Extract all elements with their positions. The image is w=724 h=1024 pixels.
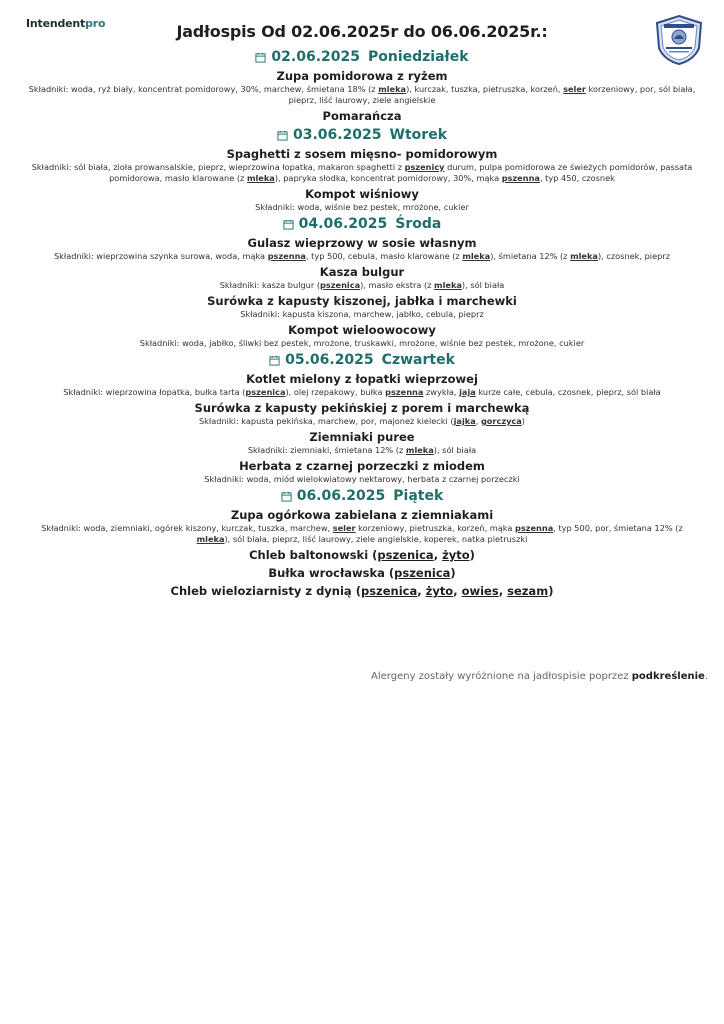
text-segment: , xyxy=(475,416,481,426)
day-date: 04.06.2025 xyxy=(298,216,388,232)
allergen-highlight: mleka xyxy=(196,534,225,544)
text-segment: Ziemniaki puree xyxy=(309,430,415,444)
dish-item xyxy=(0,109,724,124)
text-segment: Pomarańcza xyxy=(322,109,402,123)
text-segment: kurze całe, cebula, czosnek, pieprz, sól biała xyxy=(475,387,661,397)
dish-name xyxy=(0,508,724,523)
text-segment: Składniki: kasza bulgur ( xyxy=(219,280,321,290)
allergen-highlight: mleka xyxy=(570,251,598,261)
allergen-highlight: pszenna xyxy=(514,523,554,533)
allergen-highlight: pszenica xyxy=(245,387,286,397)
day-date: 05.06.2025 xyxy=(285,352,374,368)
dish-ingredients xyxy=(0,280,724,291)
dish-item xyxy=(0,459,724,485)
text-segment: ), sól biała xyxy=(461,280,505,290)
allergen-highlight: mleka xyxy=(246,173,275,183)
text-segment: Składniki: woda, jabłko, śliwki bez pestek, mrożone, truskawki, mrożone, wiśnie bez pestek, mrożone, cukier xyxy=(139,338,585,348)
text-segment: ), olej rzepakowy, bułka xyxy=(285,387,386,397)
text-segment: , xyxy=(433,548,443,562)
text-segment: ) xyxy=(548,584,554,598)
text-segment: ), sól biała xyxy=(433,445,477,455)
menu-list xyxy=(0,46,724,599)
text-segment: , xyxy=(417,584,426,598)
allergen-highlight: żyto xyxy=(425,584,454,598)
allergen-highlight: seler xyxy=(563,84,586,94)
calendar-icon xyxy=(281,491,292,502)
text-segment: korzeniowy, pietruszka, korzeń, mąka xyxy=(355,523,515,533)
allergen-note xyxy=(371,671,708,682)
day-section xyxy=(0,487,724,599)
allergen-highlight: pszenica xyxy=(320,280,361,290)
text-segment: , typ 500, cebula, masło klarowane (z xyxy=(305,251,463,261)
text-segment: Kompot wiśniowy xyxy=(305,187,419,201)
allergen-highlight: pszenica xyxy=(377,548,434,562)
text-segment: Bułka wrocławska ( xyxy=(268,566,395,580)
dish-item xyxy=(0,372,724,398)
dish-item xyxy=(0,265,724,291)
text-segment: Kotlet mielony z łopatki wieprzowej xyxy=(246,372,478,386)
dish-item xyxy=(0,323,724,349)
text-segment: , typ 500, por, śmietana 12% (z xyxy=(553,523,683,533)
allergen-highlight: mleka xyxy=(405,445,434,455)
text-segment: ) xyxy=(521,416,525,426)
dish-item xyxy=(0,430,724,456)
day-date: 02.06.2025 xyxy=(271,49,360,65)
day-weekday: Wtorek xyxy=(389,127,448,143)
allergen-highlight: jaja xyxy=(459,387,476,397)
text-segment: ), sól biała, pieprz, liść laurowy, ziele angielskie, koperek, natka pietruszki xyxy=(224,534,528,544)
allergen-highlight: seler xyxy=(332,523,356,533)
text-segment: Surówka z kapusty pekińskiej z porem i marchewką xyxy=(194,401,530,415)
day-header xyxy=(0,351,724,369)
page-title: Jadłospis Od 02.06.2025r do 06.06.2025r.: xyxy=(176,22,548,41)
day-section xyxy=(0,48,724,124)
dish-ingredients xyxy=(0,445,724,456)
dish-ingredients xyxy=(0,416,724,427)
text-segment: , xyxy=(453,584,462,598)
day-date: 03.06.2025 xyxy=(292,127,382,143)
calendar-icon xyxy=(255,52,266,63)
allergen-highlight: pszenica xyxy=(360,584,418,598)
text-segment: Chleb wieloziarnisty z dynią ( xyxy=(170,584,361,598)
brand-main: Intendent xyxy=(26,17,86,30)
text-segment: Składniki: woda, ziemniaki, ogórek kiszony, kurczak, tuszka, marchew, xyxy=(41,523,333,533)
dish-ingredients xyxy=(0,251,724,262)
text-segment: korzeniowy, por, sól biała, pieprz, liść laurowy, ziele angielskie xyxy=(288,84,696,105)
allergen-note-end: . xyxy=(704,671,708,682)
text-segment: zwykła, xyxy=(423,387,460,397)
text-segment: Zupa ogórkowa zabielana z ziemniakami xyxy=(230,508,494,522)
allergen-highlight: sezam xyxy=(507,584,549,598)
dish-ingredients xyxy=(0,162,724,184)
dish-name xyxy=(0,69,724,84)
text-segment: ) xyxy=(450,566,456,580)
allergen-highlight: pszenna xyxy=(267,251,306,261)
dish-ingredients xyxy=(0,338,724,349)
allergen-note-text: Alergeny zostały wyróżnione na jadłospisie poprzez xyxy=(371,671,632,682)
day-section xyxy=(0,351,724,485)
dish-item xyxy=(0,566,724,581)
allergen-highlight: mleka xyxy=(462,251,491,261)
text-segment: ), śmietana 12% (z xyxy=(490,251,571,261)
calendar-icon xyxy=(269,355,280,366)
dish-ingredients xyxy=(0,202,724,213)
dish-ingredients xyxy=(0,474,724,485)
text-segment: Składniki: woda, ryż biały, koncentrat pomidorowy, 30%, marchew, śmietana 18% (z xyxy=(28,84,379,94)
dish-item xyxy=(0,548,724,563)
day-weekday: Poniedziałek xyxy=(368,49,469,65)
dish-item xyxy=(0,584,724,599)
day-header xyxy=(0,487,724,505)
dish-item xyxy=(0,187,724,213)
text-segment: Zupa pomidorowa z ryżem xyxy=(276,69,448,83)
day-weekday: Czwartek xyxy=(381,352,455,368)
dish-name xyxy=(0,236,724,251)
text-segment: Składniki: woda, wiśnie bez pestek, mrożone, cukier xyxy=(255,202,469,212)
day-section xyxy=(0,215,724,349)
dish-name xyxy=(0,265,724,280)
text-segment: Składniki: kapusta kiszona, marchew, jabłko, cebula, pieprz xyxy=(240,309,484,319)
calendar-icon xyxy=(283,219,294,230)
dish-name xyxy=(0,459,724,474)
text-segment: Kompot wieloowocowy xyxy=(288,323,436,337)
dish-name xyxy=(0,109,724,124)
text-segment: Kasza bulgur xyxy=(319,265,405,279)
text-segment: ), czosnek, pieprz xyxy=(597,251,670,261)
dish-name xyxy=(0,187,724,202)
day-header xyxy=(0,126,724,144)
allergen-highlight: mleka xyxy=(378,84,407,94)
dish-name xyxy=(0,584,724,599)
day-section xyxy=(0,126,724,213)
allergen-highlight: żyto xyxy=(442,548,470,562)
day-weekday: Piątek xyxy=(393,488,444,504)
dish-name xyxy=(0,566,724,581)
allergen-highlight: gorczyca xyxy=(480,416,522,426)
text-segment: Spaghetti z sosem mięsno- pomidorowym xyxy=(226,147,498,161)
dish-item xyxy=(0,401,724,427)
text-segment: Składniki: wieprzowina łopatka, bułka tarta ( xyxy=(63,387,246,397)
text-segment: durum, pulpa pomidorowa ze świeżych pomidorów, passata pomidorowa, masło klarowane (z xyxy=(109,162,693,183)
text-segment: Składniki: kapusta pekińska, marchew, por, majonez kielecki ( xyxy=(198,416,454,426)
calendar-icon xyxy=(277,130,288,141)
day-weekday: Środa xyxy=(395,216,442,232)
day-header xyxy=(0,48,724,66)
dish-item xyxy=(0,508,724,545)
text-segment: Składniki: sól biała, zioła prowansalskie, pieprz, wieprzowina łopatka, makaron spaghetti z xyxy=(31,162,405,172)
text-segment: ), papryka słodka, koncentrat pomidorowy, 30%, mąka xyxy=(274,173,502,183)
allergen-highlight: pszenna xyxy=(385,387,424,397)
dish-item xyxy=(0,69,724,106)
dish-name xyxy=(0,294,724,309)
dish-ingredients xyxy=(0,84,724,106)
dish-item xyxy=(0,236,724,262)
dish-item xyxy=(0,147,724,184)
text-segment: Surówka z kapusty kiszonej, jabłka i marchewki xyxy=(207,294,517,308)
dish-name xyxy=(0,323,724,338)
allergen-highlight: pszenica xyxy=(394,566,451,580)
dish-name xyxy=(0,548,724,563)
dish-name xyxy=(0,147,724,162)
dish-ingredients xyxy=(0,523,724,545)
text-segment: Składniki: woda, miód wielokwiatowy nektarowy, herbata z czarnej porzeczki xyxy=(204,474,520,484)
text-segment: , typ 450, czosnek xyxy=(539,173,615,183)
text-segment: ) xyxy=(469,548,475,562)
allergen-highlight: pszenicy xyxy=(404,162,445,172)
allergen-highlight: mleka xyxy=(434,280,462,290)
allergen-highlight: owies xyxy=(461,584,499,598)
dish-name xyxy=(0,401,724,416)
text-segment: Chleb baltonowski ( xyxy=(249,548,378,562)
dish-name xyxy=(0,430,724,445)
text-segment: Składniki: ziemniaki, śmietana 12% (z xyxy=(247,445,406,455)
day-header xyxy=(0,215,724,233)
allergen-highlight: jajka xyxy=(453,416,476,426)
text-segment: Składniki: wieprzowina szynka surowa, woda, mąka xyxy=(53,251,268,261)
text-segment: ), masło ekstra (z xyxy=(360,280,435,290)
allergen-note-highlight: podkreślenie xyxy=(631,671,705,682)
day-date: 06.06.2025 xyxy=(296,488,386,504)
text-segment: Gulasz wieprzowy w sosie własnym xyxy=(247,236,477,250)
dish-name xyxy=(0,372,724,387)
text-segment: ), kurczak, tuszka, pietruszka, korzeń, xyxy=(406,84,564,94)
dish-ingredients xyxy=(0,309,724,320)
text-segment: , xyxy=(498,584,508,598)
dish-ingredients xyxy=(0,387,724,398)
dish-item xyxy=(0,294,724,320)
brand-pro: pro xyxy=(85,17,106,30)
text-segment: Herbata z czarnej porzeczki z miodem xyxy=(239,459,485,473)
allergen-highlight: pszenna xyxy=(501,173,540,183)
